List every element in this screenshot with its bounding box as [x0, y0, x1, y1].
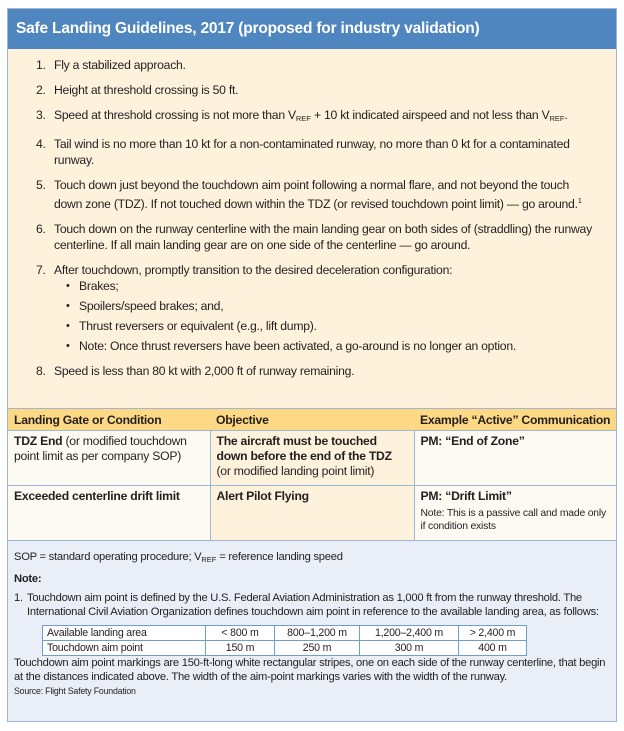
vref-subscript: REF: [295, 114, 311, 123]
note-item-1: [14, 591, 616, 619]
abbrev-text: = reference landing speed: [216, 551, 343, 563]
item-text: Fly a stabilized approach.: [54, 58, 186, 72]
item-number: 3.: [36, 108, 46, 122]
column-header: Landing Gate or Condition: [8, 409, 210, 431]
bullet-text: Thrust reversers or equivalent (e.g., lift dump).: [79, 319, 317, 333]
guideline-item-8: [8, 363, 616, 379]
objective-rest: (or modified landing point limit): [216, 464, 375, 478]
safe-landing-guidelines-panel: [7, 8, 617, 722]
objective-cell: [210, 486, 414, 541]
communication-call: PM: “End of Zone”: [420, 434, 525, 448]
condition-bold: TDZ End: [14, 434, 63, 448]
deceleration-bullets: [8, 278, 616, 354]
guideline-item-6: [8, 221, 616, 253]
table-cell: 300 m: [360, 641, 459, 656]
communication-cell: [414, 431, 616, 486]
column-header: Example “Active” Communication: [414, 409, 616, 431]
item-text-b: + 10 kt indicated airspeed and not less than V: [310, 108, 550, 122]
bullet-icon: •: [66, 320, 70, 332]
guideline-item-7: [8, 262, 616, 278]
table-row: [43, 626, 527, 641]
item-number: 6.: [36, 222, 46, 236]
item-text: Tail wind is no more than 10 kt for a non-contaminated runway, no more than 0 kt for a contaminated runway.: [54, 137, 570, 167]
table-row: [8, 486, 616, 541]
objective-bold: Alert Pilot Flying: [216, 489, 309, 503]
table-cell: 150 m: [206, 641, 275, 656]
guideline-item-5: [8, 177, 616, 212]
item-number: 7.: [36, 263, 46, 277]
table-row: [43, 641, 527, 656]
bullet-item: [8, 298, 616, 314]
guideline-item-2: [8, 82, 616, 98]
aim-markings-text: Touchdown aim point markings are 150-ft-long white rectangular stripes, one on each side of the runway centerline, that begin at the distances indicated above. The width of the aim-point markings varies with the width of the runway.: [14, 657, 606, 683]
abbrev-text: SOP = standard operating procedure; V: [14, 551, 202, 563]
footnote-marker: 1: [577, 196, 582, 205]
bullet-text: Brakes;: [79, 279, 119, 293]
objective-bold: The aircraft must be touched down before the end of the TDZ: [216, 434, 392, 463]
table-cell: 1,200–2,400 m: [360, 626, 459, 641]
item-number: 4.: [36, 137, 46, 151]
table-cell: < 800 m: [206, 626, 275, 641]
item-number: 5.: [36, 178, 46, 192]
source-credit: Source: Flight Safety Foundation: [14, 686, 136, 696]
aim-point-table: [42, 625, 527, 656]
abbreviations: [14, 550, 616, 567]
guideline-item-1: [8, 57, 616, 73]
table-cell: > 2,400 m: [459, 626, 527, 641]
item-text: Speed is less than 80 kt with 2,000 ft of runway remaining.: [54, 364, 355, 378]
landing-gates-table: [8, 408, 616, 541]
item-text-c: .: [564, 108, 568, 122]
bullet-item: [8, 318, 616, 334]
item-text-a: Speed at threshold crossing is not more than V: [54, 108, 296, 122]
bullet-icon: •: [66, 300, 70, 312]
table-cell: 250 m: [275, 641, 360, 656]
bullet-text: Spoilers/speed brakes; and,: [79, 299, 224, 313]
guidelines-list: [8, 49, 616, 408]
guideline-item-4: [8, 136, 616, 168]
note-number: 1.: [14, 592, 23, 604]
condition-bold: Exceeded centerline drift limit: [14, 489, 180, 503]
row-label: Available landing area: [43, 626, 206, 641]
vref-subscript: REF: [549, 114, 565, 123]
table-row: [8, 431, 616, 486]
column-header: Objective: [210, 409, 414, 431]
note-text: Touchdown aim point is defined by the U.S. Federal Aviation Administration as 1,000 ft from the runway threshold. The International Civil Aviation Organization defines touchdown aim point in reference to the available landing area, as follows:: [27, 592, 599, 618]
condition-cell: [8, 486, 210, 541]
communication-cell: [414, 486, 616, 541]
condition-rest: (or modified touchdown point limit as per company SOP): [14, 434, 187, 463]
condition-cell: [8, 431, 210, 486]
table-cell: 400 m: [459, 641, 527, 656]
guideline-item-3: [8, 107, 616, 127]
communication-call: PM: “Drift Limit”: [420, 489, 512, 503]
communication-note: Note: This is a passive call and made only if condition exists: [420, 508, 606, 532]
item-text: Touch down on the runway centerline with the main landing gear on both sides of (straddling) the runway centerline. If all main landing gear are on one side of the centerline — go around.: [54, 222, 592, 252]
table-cell: 800–1,200 m: [275, 626, 360, 641]
bullet-item: [8, 338, 616, 354]
panel-title: Safe Landing Guidelines, 2017 (proposed for industry validation): [8, 9, 616, 49]
row-label: Touchdown aim point: [43, 641, 206, 656]
objective-cell: [210, 431, 414, 486]
bullet-text: Note: Once thrust reversers have been activated, a go-around is no longer an option.: [79, 339, 516, 353]
bullet-item: [8, 278, 616, 294]
bullet-icon: •: [66, 280, 70, 292]
item-text: Touch down just beyond the touchdown aim point following a normal flare, and not beyond the touch down zone (TDZ). If not touched down within the TDZ (or revised touchdown point limit) — go around.: [54, 178, 578, 211]
item-number: 1.: [36, 58, 46, 72]
bullet-icon: •: [66, 340, 70, 352]
item-text: Height at threshold crossing is 50 ft.: [54, 83, 239, 97]
table-header-row: [8, 409, 616, 431]
item-number: 2.: [36, 83, 46, 97]
vref-subscript: REF: [201, 555, 217, 564]
item-text: After touchdown, promptly transition to the desired deceleration configuration:: [54, 263, 453, 277]
note-label: Note:: [14, 573, 42, 585]
item-number: 8.: [36, 364, 46, 378]
notes-section: [8, 541, 616, 698]
